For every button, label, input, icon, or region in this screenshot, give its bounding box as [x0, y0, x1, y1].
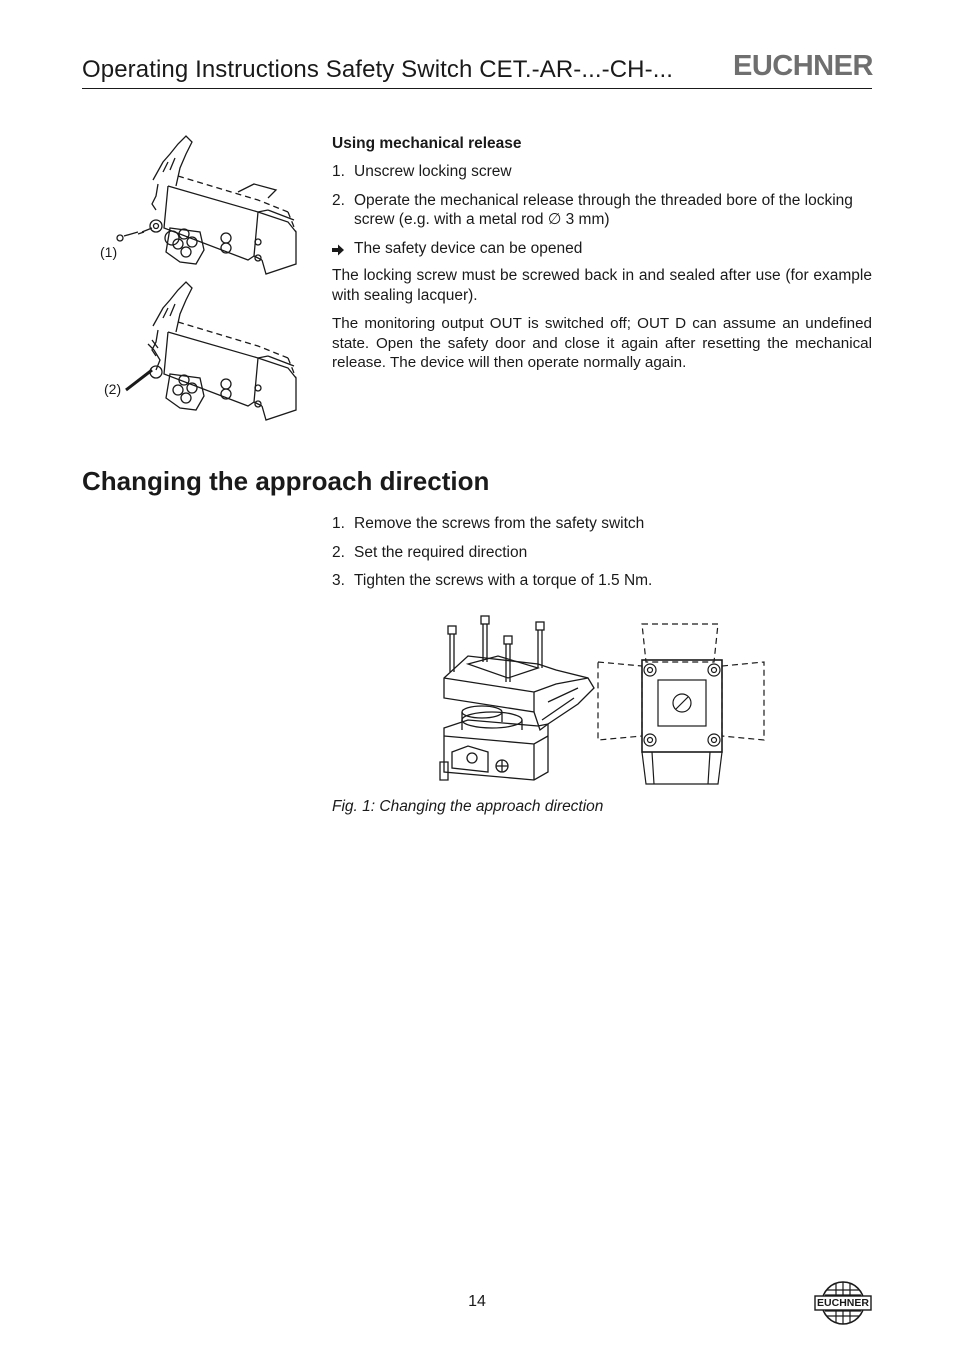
- step-number: 3.: [332, 572, 345, 589]
- list-item: [332, 162, 872, 182]
- step-text: Tighten the screws with a torque of 1.5 Nm.: [354, 572, 653, 589]
- footer-logo-text: EUCHNER: [817, 1297, 869, 1309]
- page-header-title: Operating Instructions Safety Switch CET.-AR-...-CH-...: [82, 56, 674, 83]
- list-item: [332, 543, 872, 563]
- step-text: Unscrew locking screw: [354, 163, 512, 180]
- approach-direction-top-view-illustration: [596, 616, 768, 786]
- list-item: [332, 191, 872, 230]
- section-heading: Changing the approach direction: [82, 466, 490, 496]
- step-number: 2.: [332, 191, 345, 209]
- step-text: Remove the screws from the safety switch: [354, 515, 645, 532]
- figure-caption: Fig. 1: Changing the approach direction: [332, 798, 604, 815]
- callout-2: (2): [104, 381, 122, 397]
- mechanical-release-illustration-1: [108, 132, 308, 282]
- step-number: 1.: [332, 515, 345, 532]
- callout-1: (1): [100, 244, 118, 260]
- result-text: The safety device can be opened: [354, 239, 583, 257]
- list-item: [332, 571, 872, 591]
- page-number: 14: [468, 1293, 486, 1310]
- arrow-right-icon: [332, 239, 354, 259]
- list-item: [332, 514, 872, 534]
- approach-direction-exploded-illustration: [438, 612, 598, 787]
- paragraph-monitoring-output: The monitoring output OUT is switched off; OUT D can assume an undefined state. Open the safety door and close it again after resetting the mechanical release. The device will then operate normally again.: [332, 315, 872, 371]
- euchner-logo: EUCHNER: [733, 50, 873, 82]
- step-number: 2.: [332, 543, 345, 561]
- step-number: 1.: [332, 163, 345, 180]
- step-text: Set the required direction: [354, 543, 528, 561]
- header-rule: [82, 88, 872, 89]
- approach-direction-steps: [332, 514, 872, 591]
- mechanical-release-steps: [332, 162, 872, 258]
- euchner-footer-logo: [814, 1278, 872, 1328]
- result-item: [332, 239, 872, 259]
- step-text: Operate the mechanical release through the threaded bore of the locking screw (e.g. with a metal rod ∅ 3 mm): [354, 191, 853, 228]
- mechanical-release-illustration-2: [108, 278, 308, 428]
- paragraph-reseal: The locking screw must be screwed back in and sealed after use (for example with sealing lacquer).: [332, 267, 872, 304]
- mechanical-release-heading: Using mechanical release: [332, 135, 522, 152]
